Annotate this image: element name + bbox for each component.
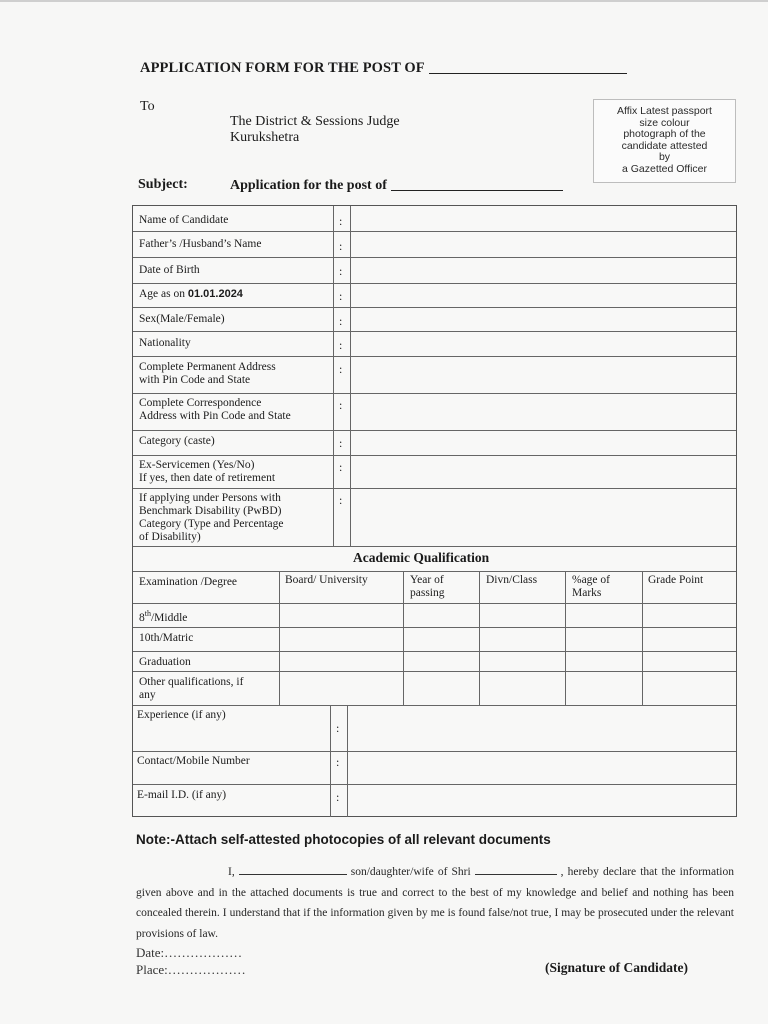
name-input[interactable] [351,206,736,231]
row-divider [133,651,736,652]
father-husband-name-input[interactable] [351,232,736,257]
correspondence-address-input[interactable] [351,394,736,430]
label-pwbd [139,492,283,544]
label-ex-servicemen [139,459,275,485]
col-divider [403,571,404,705]
row-label-other-line-2: any [139,689,156,701]
label-name: Name of Candidate [139,214,229,226]
permanent-address-input[interactable] [351,357,736,393]
dob-input[interactable] [351,258,736,283]
label-sex: Sex(Male/Female) [139,313,225,325]
photo-box-line-1: Affix Latest passport [617,105,712,117]
contact-input[interactable] [348,752,736,784]
application-form-table [132,205,737,817]
row-divider [133,546,736,547]
colon: : [339,239,343,253]
ex-servicemen-input[interactable] [351,456,736,488]
label-correspondence-address-line-1: Complete Correspondence [139,397,262,409]
col-divider [565,571,566,705]
label-permanent-address-line-1: Complete Permanent Address [139,361,276,373]
colon: : [339,314,343,328]
label-pwbd-line-2: Benchmark Disability (PwBD) [139,505,282,517]
date-field[interactable]: Date:……………… [136,945,243,960]
label-contact: Contact/Mobile Number [137,755,250,767]
colon: : [339,436,343,450]
label-age [139,288,243,301]
pwbd-input[interactable] [351,489,736,546]
declaration-paragraph [136,862,734,944]
header-grade-point: Grade Point [648,574,704,586]
place-field[interactable]: Place:……………… [136,962,246,977]
colon: : [339,264,343,278]
declaration-part-1: I, [228,866,235,878]
header-year-line-1: Year of [410,574,444,586]
subject-text-value: Application for the post of [230,178,387,193]
colon: : [339,493,343,507]
header-marks [572,574,610,600]
experience-input[interactable] [348,706,736,751]
addressee-line-1: The District & Sessions Judge [230,114,400,129]
photo-box [593,99,736,183]
colon: : [336,755,340,769]
date-place-block [136,944,246,978]
label-pwbd-line-4: of Disability) [139,531,201,543]
colon: : [336,721,340,735]
photo-box-line-2: size colour [639,116,690,129]
photo-box-line-6: a Gazetted Officer [621,162,707,175]
colon: : [339,362,343,376]
note-attach-documents: Note:-Attach self-attested photocopies of all relevant documents [136,832,551,847]
addressee [230,114,400,146]
form-title [140,59,627,77]
declaration-part-3: , hereby declare that the information given above and in the attached documents is true and correct to the best of my knowledge and belief and nothing has been concealed therein. I understand that if the information given by me is found false/not true, I may be prosecuted under the relevant provisions of law. [136,866,734,940]
row-label-middle-num: 8 [139,611,145,624]
col-divider [279,571,280,705]
col-divider [642,571,643,705]
label-nationality: Nationality [139,337,191,349]
photo-box-line-3: photograph of the [623,128,706,141]
col-divider [479,571,480,705]
header-year-line-2: passing [410,587,445,599]
academic-qualification-title: Academic Qualification [353,550,490,565]
colon: : [339,214,343,228]
form-title-text: APPLICATION FORM FOR THE POST OF [140,60,425,76]
header-year-of-passing [410,574,445,600]
label-ex-servicemen-line-2: If yes, then date of retirement [139,472,276,484]
label-correspondence-address [139,397,291,423]
row-label-middle-text: /Middle [150,611,188,624]
scan-top-edge [0,0,768,2]
row-divider [133,571,736,572]
parent-name-blank[interactable] [475,864,557,875]
sex-input[interactable] [351,308,736,331]
row-label-middle [139,607,187,625]
post-name-blank[interactable] [429,59,627,74]
row-label-graduation: Graduation [139,656,191,668]
row-divider [133,627,736,628]
header-board: Board/ University [285,574,368,586]
col-divider [330,705,331,817]
subject-post-blank[interactable] [391,177,563,191]
applicant-name-blank[interactable] [239,864,347,875]
colon: : [339,338,343,352]
email-input[interactable] [348,785,736,816]
row-label-other [139,676,243,702]
label-category: Category (caste) [139,435,215,447]
age-input[interactable] [351,284,736,307]
photo-box-line-5: by [658,151,671,164]
row-divider [133,603,736,604]
label-experience: Experience (if any) [137,709,226,721]
photo-box-line-4: candidate attested [621,139,708,152]
nationality-input[interactable] [351,332,736,356]
label-father-husband-name: Father’s /Husband’s Name [139,238,262,250]
label-dob: Date of Birth [139,264,200,276]
header-marks-line-2: Marks [572,587,602,599]
col-divider [333,206,334,546]
category-input[interactable] [351,431,736,455]
label-correspondence-address-line-2: Address with Pin Code and State [139,410,291,422]
label-age-prefix: Age as on [139,288,188,300]
label-email: E-mail I.D. (if any) [137,789,227,801]
label-permanent-address [139,361,276,387]
colon: : [339,398,343,412]
row-divider [133,671,736,672]
colon: : [339,289,343,303]
colon: : [336,790,340,804]
row-label-other-line-1: Other qualifications, if [139,676,244,688]
label-permanent-address-line-2: with Pin Code and State [139,374,251,386]
subject-label: Subject: [138,177,188,192]
row-label-middle-sup: th [144,609,151,618]
label-pwbd-line-1: If applying under Persons with [139,492,281,504]
label-pwbd-line-3: Category (Type and Percentage [139,518,284,530]
header-marks-line-1: %age of [572,574,610,586]
subject-text [230,177,563,194]
header-divn-class: Divn/Class [486,574,538,586]
label-ex-servicemen-line-1: Ex-Servicemen (Yes/No) [139,459,255,471]
label-age-date: 01.01.2024 [187,288,243,300]
colon: : [339,460,343,474]
signature-label: (Signature of Candidate) [545,960,689,975]
header-examination: Examination /Degree [139,576,238,588]
declaration-part-2: son/daughter/wife of Shri [350,866,471,878]
row-label-matric: 10th/Matric [139,632,194,644]
to-label: To [140,99,155,114]
addressee-line-2: Kurukshetra [230,130,300,145]
